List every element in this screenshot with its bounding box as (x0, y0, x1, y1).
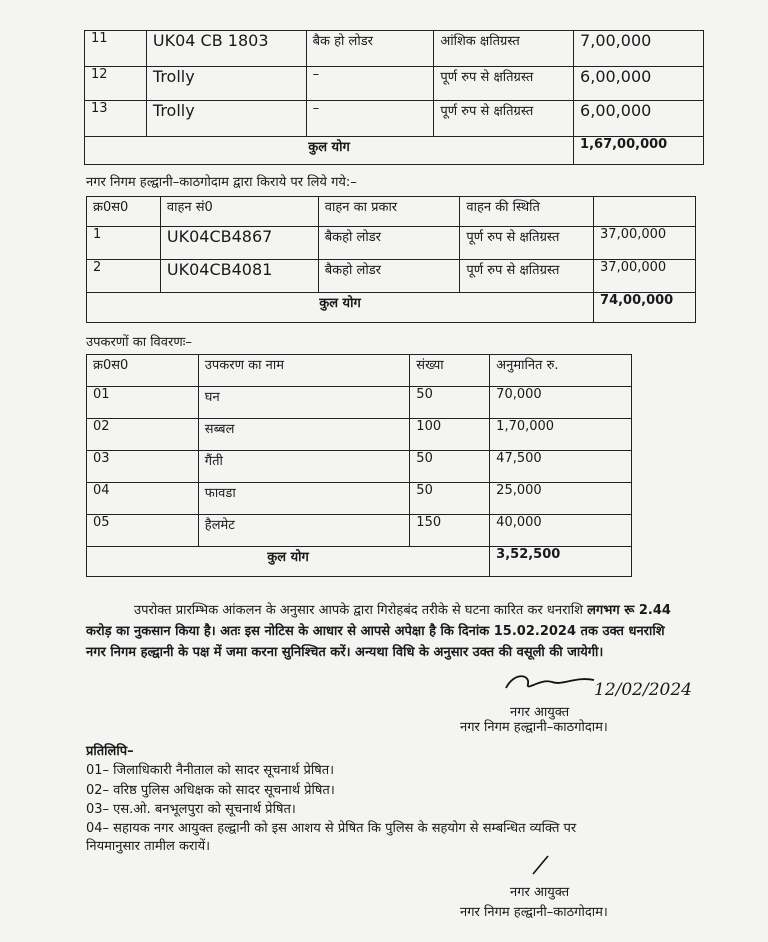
amount: 40,000 (490, 515, 632, 547)
vehicle-type: बैक हो लोडर (306, 31, 434, 67)
vehicle-type: – (306, 101, 434, 137)
equipment-name: हैलमेट (198, 515, 410, 547)
table-row (85, 31, 704, 67)
vehicle-number: UK04 CB 1803 (146, 31, 306, 67)
table-row (87, 483, 632, 515)
copy-item: 04– सहायक नगर आयुक्त हल्द्वानी को इस आशय से प्रेषित कि पुलिस के सहयोग से सम्बन्धित व्यक्ति पर (86, 821, 577, 836)
row-number: 04 (87, 483, 199, 515)
header-cell: संख्या (410, 355, 490, 387)
total-value: 3,52,500 (490, 547, 632, 577)
equipment-name: फावडा (198, 483, 410, 515)
signature-org: नगर निगम हल्द्वानी–काठगोदाम। (460, 905, 608, 920)
vehicle-status: पूर्ण रुप से क्षतिग्रस्त (460, 260, 594, 293)
section-heading-equipment: उपकरणों का विवरणः– (86, 335, 192, 350)
copy-item: 01– जिलाधिकारी नैनीताल को सादर सूचनार्थ प्रेषित। (86, 763, 335, 778)
header-cell: क्र0स0 (87, 355, 199, 387)
vehicle-type: बैकहो लोडर (318, 227, 460, 260)
copy-item: 02– वरिष्ठ पुलिस अधिक्षक को सादर सूचनार्थ प्रेषित। (86, 783, 335, 798)
paragraph-part-2: लगभग रू 2.44 करोड़ का नुकसान किया है। अतः इस नोटिस के आधार से आपसे अपेक्षा है कि दिनांक 15.02.2024 तक उक्त धनराशि नगर निगम हल्द्वानी के पक्ष में जमा करना सुनिश्चित करें। अन्यथा विधि के अनुसार उक्त की वसूली की जायेगी। (86, 603, 671, 660)
row-number: 03 (87, 451, 199, 483)
vehicle-number: Trolly (146, 67, 306, 101)
hired-vehicles-table (86, 196, 696, 323)
quantity: 50 (410, 387, 490, 419)
vehicle-type: बैकहो लोडर (318, 260, 460, 293)
vehicle-status: पूर्ण रुप से क्षतिग्रस्त (434, 67, 574, 101)
equipment-name: सब्बल (198, 419, 410, 451)
row-number: 13 (85, 101, 147, 137)
quantity: 150 (410, 515, 490, 547)
row-number: 05 (87, 515, 199, 547)
signature-scribble (500, 668, 600, 696)
total-value: 74,00,000 (594, 293, 696, 323)
header-cell: अनुमानित रु. (490, 355, 632, 387)
quantity: 100 (410, 419, 490, 451)
table-row (87, 227, 696, 260)
header-cell: वाहन का प्रकार (318, 197, 460, 227)
quantity: 50 (410, 483, 490, 515)
amount: 37,00,000 (594, 260, 696, 293)
amount: 47,500 (490, 451, 632, 483)
total-value: 1,67,00,000 (574, 137, 704, 165)
total-label: कुल योग (85, 137, 574, 165)
total-label: कुल योग (87, 547, 490, 577)
table-row (85, 67, 704, 101)
header-row (87, 197, 696, 227)
amount: 6,00,000 (574, 67, 704, 101)
signature-date: 12/02/2024 (594, 680, 692, 700)
row-number: 11 (85, 31, 147, 67)
notice-paragraph (86, 600, 686, 663)
vehicle-number: Trolly (146, 101, 306, 137)
table-row (87, 260, 696, 293)
copy-item: 03– एस.ओ. बनभूलपुरा को सूचनार्थ प्रेषित। (86, 802, 296, 817)
row-number: 01 (87, 387, 199, 419)
copy-heading: प्रतिलिपि– (86, 744, 134, 759)
signature-org: नगर निगम हल्द्वानी–काठगोदाम। (460, 720, 608, 735)
table-row (87, 451, 632, 483)
equipment-table (86, 354, 632, 577)
amount: 37,00,000 (594, 227, 696, 260)
total-row (87, 547, 632, 577)
equipment-name: घन (198, 387, 410, 419)
signature-title: नगर आयुक्त (510, 885, 570, 900)
amount: 1,70,000 (490, 419, 632, 451)
total-row (85, 137, 704, 165)
vehicle-type: – (306, 67, 434, 101)
header-cell: उपकरण का नाम (198, 355, 410, 387)
section-heading-hired: नगर निगम हल्द्वानी–काठगोदाम द्वारा किराये पर लिये गये:– (86, 175, 357, 190)
header-cell: वाहन की स्थिति (460, 197, 594, 227)
row-number: 12 (85, 67, 147, 101)
paragraph-part-1: उपरोक्त प्रारम्भिक आंकलन के अनुसार आपके द्वारा गिरोहबंद तरीके से घटना कारित कर धनराशि (134, 603, 588, 618)
header-row (87, 355, 632, 387)
total-label: कुल योग (87, 293, 594, 323)
signature-title: नगर आयुक्त (510, 705, 570, 720)
quantity: 50 (410, 451, 490, 483)
row-number: 02 (87, 419, 199, 451)
amount: 7,00,000 (574, 31, 704, 67)
vehicle-status: पूर्ण रुप से क्षतिग्रस्त (434, 101, 574, 137)
row-number: 2 (87, 260, 161, 293)
row-number: 1 (87, 227, 161, 260)
amount: 25,000 (490, 483, 632, 515)
table-row (85, 101, 704, 137)
table-row (87, 387, 632, 419)
vehicle-status: आंशिक क्षतिग्रस्त (434, 31, 574, 67)
vehicle-number: UK04CB4081 (160, 260, 318, 293)
equipment-name: गैंती (198, 451, 410, 483)
header-cell (594, 197, 696, 227)
amount: 70,000 (490, 387, 632, 419)
vehicle-status: पूर्ण रुप से क्षतिग्रस्त (460, 227, 594, 260)
amount: 6,00,000 (574, 101, 704, 137)
copy-item: नियमानुसार तामील करायें। (86, 839, 211, 854)
header-cell: वाहन सं0 (160, 197, 318, 227)
damaged-vehicles-table (84, 30, 704, 165)
total-row (87, 293, 696, 323)
table-row (87, 515, 632, 547)
table-row (87, 419, 632, 451)
header-cell: क्र0स0 (87, 197, 161, 227)
vehicle-number: UK04CB4867 (160, 227, 318, 260)
signature-mark (530, 852, 552, 878)
